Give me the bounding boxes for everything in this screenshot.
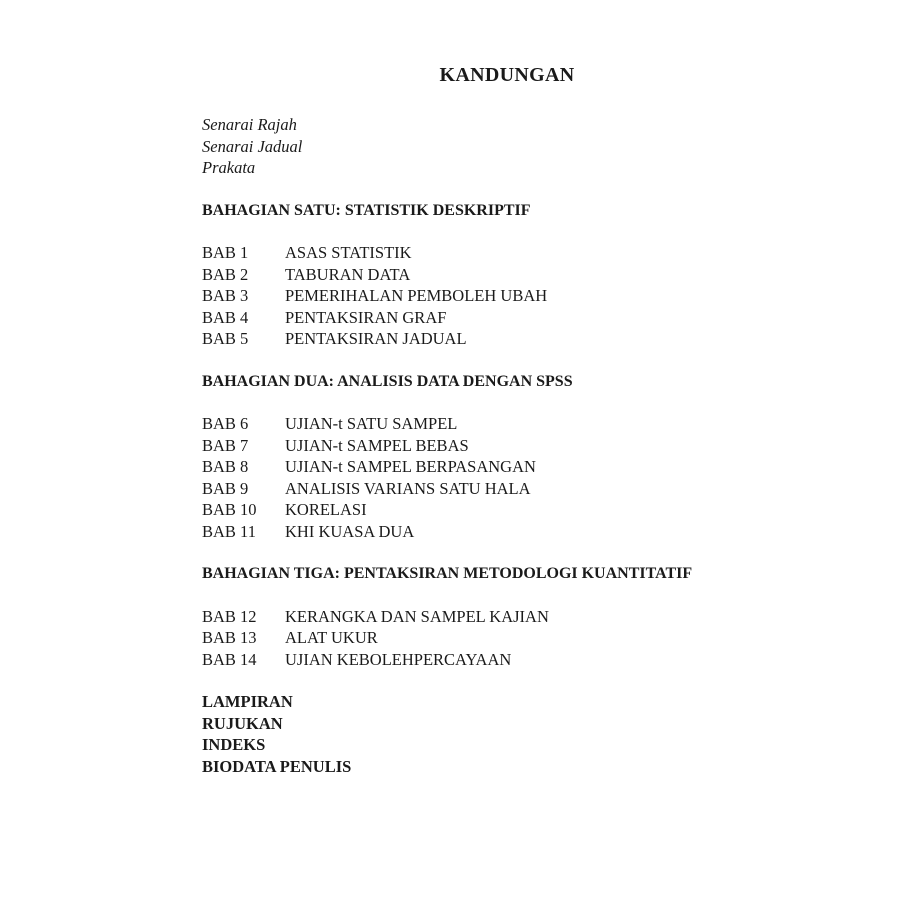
chapter-title: UJIAN-t SAMPEL BEBAS xyxy=(285,435,469,455)
part-heading-tiga[interactable]: BAHAGIAN TIGA: PENTAKSIRAN METODOLOGI KUANTITATIF xyxy=(202,565,693,582)
chapter-entry[interactable] xyxy=(202,285,842,307)
part-1-chapters xyxy=(202,242,842,350)
chapter-number: BAB 5 xyxy=(202,329,249,348)
chapter-title: ASAS STATISTIK xyxy=(285,243,412,262)
chapter-entry[interactable] xyxy=(202,627,842,649)
chapter-number: BAB 13 xyxy=(202,628,257,647)
chapter-entry[interactable] xyxy=(202,521,842,543)
chapter-number: BAB 11 xyxy=(202,521,256,541)
chapter-title: TABURAN DATA xyxy=(285,264,411,284)
chapter-number: BAB 6 xyxy=(202,414,249,433)
chapter-entry[interactable] xyxy=(202,264,842,286)
chapter-title: KERANGKA DAN SAMPEL KAJIAN xyxy=(285,606,549,626)
chapter-number: BAB 1 xyxy=(202,243,249,262)
chapter-title: PENTAKSIRAN JADUAL xyxy=(285,329,467,348)
chapter-entry[interactable] xyxy=(202,328,842,350)
front-item-senarai-jadual[interactable]: Senarai Jadual xyxy=(202,136,303,156)
chapter-entry[interactable] xyxy=(202,606,842,628)
page-title: KANDUNGAN xyxy=(439,64,575,86)
chapter-entry[interactable] xyxy=(202,478,842,500)
part-3-chapters xyxy=(202,606,842,671)
chapter-entry[interactable] xyxy=(202,649,842,671)
chapter-number: BAB 2 xyxy=(202,264,249,284)
back-item-indeks[interactable]: INDEKS xyxy=(202,735,266,754)
chapter-number: BAB 10 xyxy=(202,500,257,519)
back-item-rujukan[interactable]: RUJUKAN xyxy=(202,713,283,733)
chapter-title: KORELASI xyxy=(285,500,367,519)
chapter-number: BAB 7 xyxy=(202,435,249,455)
chapter-title: UJIAN KEBOLEHPERCAYAAN xyxy=(285,649,512,669)
chapter-number: BAB 9 xyxy=(202,478,249,498)
chapter-number: BAB 8 xyxy=(202,457,249,476)
chapter-title: KHI KUASA DUA xyxy=(285,521,415,541)
chapter-entry[interactable] xyxy=(202,456,842,478)
chapter-title: PEMERIHALAN PEMBOLEH UBAH xyxy=(285,286,548,305)
chapter-number: BAB 4 xyxy=(202,307,249,327)
part-heading-satu[interactable]: BAHAGIAN SATU: STATISTIK DESKRIPTIF xyxy=(202,201,531,219)
chapter-entry[interactable] xyxy=(202,435,842,457)
chapter-entry[interactable] xyxy=(202,499,842,521)
chapter-entry[interactable] xyxy=(202,242,842,264)
part-heading-dua[interactable]: BAHAGIAN DUA: ANALISIS DATA DENGAN SPSS xyxy=(202,372,573,390)
front-matter xyxy=(202,114,842,179)
chapter-title: ANALISIS VARIANS SATU HALA xyxy=(285,478,531,498)
chapter-title: UJIAN-t SATU SAMPEL xyxy=(285,414,458,433)
front-item-prakata[interactable]: Prakata xyxy=(202,158,256,177)
back-matter xyxy=(202,691,842,777)
chapter-entry[interactable] xyxy=(202,307,842,329)
back-item-biodata-penulis[interactable]: BIODATA PENULIS xyxy=(202,756,352,776)
chapter-title: UJIAN-t SAMPEL BERPASANGAN xyxy=(285,457,536,476)
part-2-chapters xyxy=(202,413,842,542)
chapter-title: PENTAKSIRAN GRAF xyxy=(285,307,447,327)
chapter-number: BAB 14 xyxy=(202,649,257,669)
chapter-title: ALAT UKUR xyxy=(285,628,378,647)
back-item-lampiran[interactable]: LAMPIRAN xyxy=(202,692,293,711)
front-item-senarai-rajah[interactable]: Senarai Rajah xyxy=(202,115,297,134)
chapter-entry[interactable] xyxy=(202,413,842,435)
chapter-number: BAB 3 xyxy=(202,286,249,305)
chapter-number: BAB 12 xyxy=(202,606,257,626)
contents-list xyxy=(202,114,842,777)
